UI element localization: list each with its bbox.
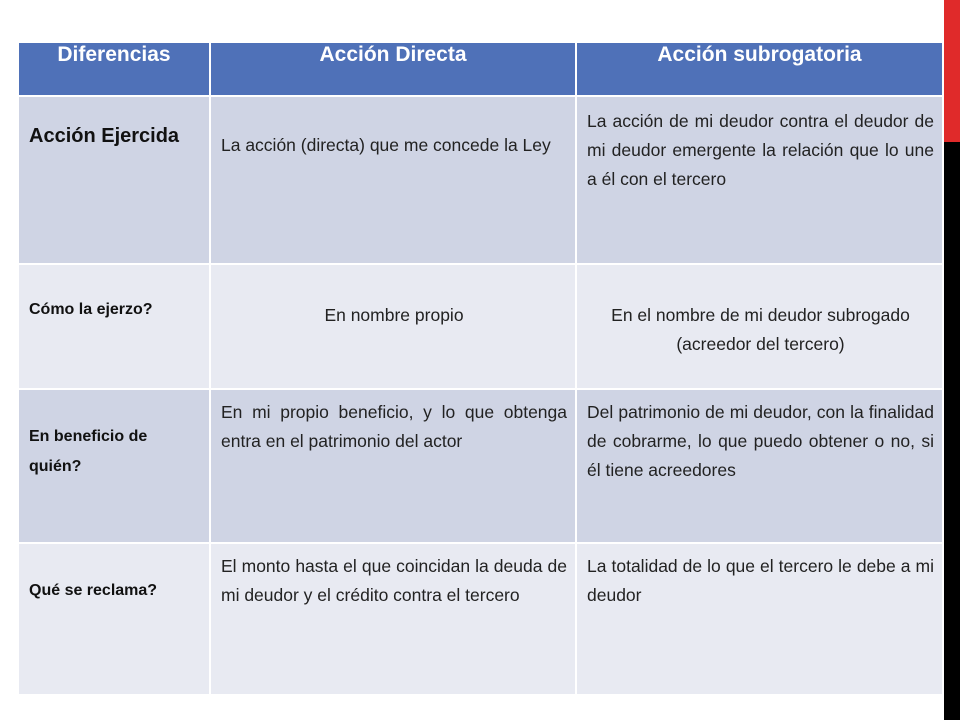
header-row (18, 42, 943, 96)
subrogatoria-cell: La acción de mi deudor contra el deudor de mi deudor emergente la relación que lo une a él con el tercero (587, 111, 934, 189)
header-accion-subrogatoria: Acción subrogatoria (576, 42, 943, 96)
subrogatoria-cell: En el nombre de mi deudor subrogado (acreedor del tercero) (611, 305, 910, 354)
directa-cell: El monto hasta el que coincidan la deuda de mi deudor y el crédito contra el tercero (221, 556, 567, 605)
accent-bar-black (944, 142, 960, 720)
table-row (18, 389, 943, 543)
row-label: Acción Ejercida (29, 125, 180, 147)
header-diferencias: Diferencias (18, 42, 210, 96)
directa-cell: La acción (directa) que me concede la Ley (221, 135, 551, 155)
comparison-table (17, 41, 944, 696)
accent-bar-red (944, 0, 960, 142)
directa-cell: En nombre propio (324, 305, 464, 325)
subrogatoria-cell: Del patrimonio de mi deudor, con la finalidad de cobrarme, lo que puedo obtener o no, si él tiene acreedores (587, 402, 934, 480)
row-label: Cómo la ejerzo? (29, 301, 153, 318)
header-accion-directa: Acción Directa (210, 42, 576, 96)
table-row (18, 543, 943, 695)
table-row (18, 264, 943, 389)
row-label: En beneficio de quién? (29, 428, 148, 475)
directa-cell: En mi propio beneficio, y lo que obtenga entra en el patrimonio del actor (221, 402, 567, 451)
subrogatoria-cell: La totalidad de lo que el tercero le debe a mi deudor (587, 556, 934, 605)
table-row (18, 96, 943, 264)
row-label: Qué se reclama? (29, 582, 158, 599)
